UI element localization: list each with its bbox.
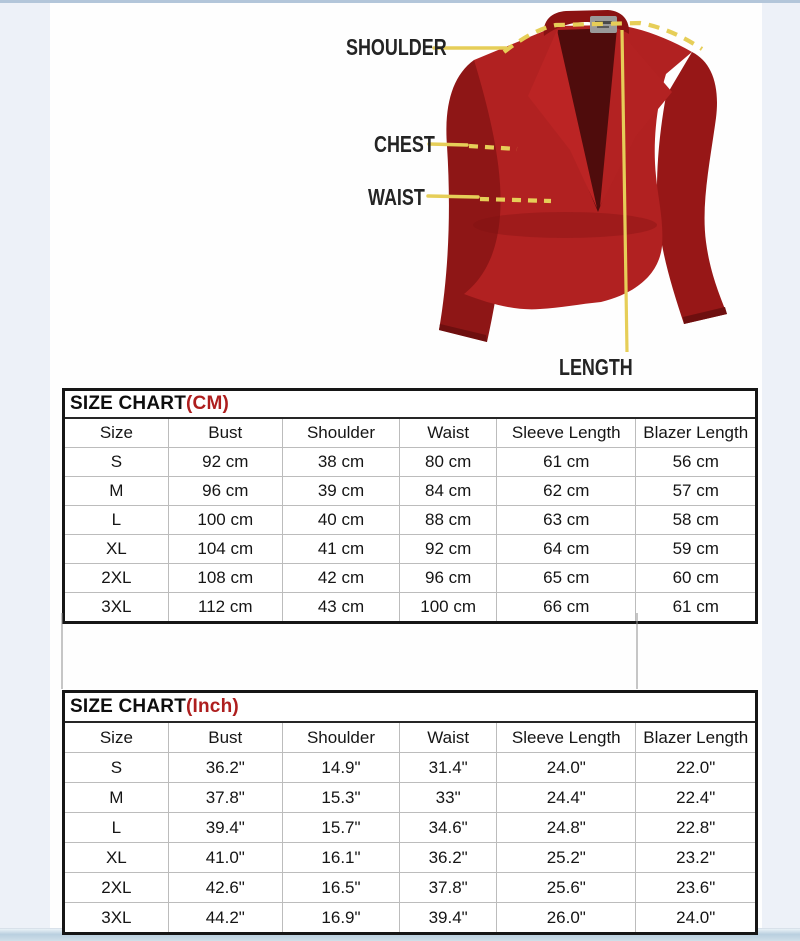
length-label: LENGTH [559, 354, 633, 380]
size-row [65, 593, 755, 622]
size-label-cell: XL [65, 535, 168, 564]
size-chart-inch [62, 690, 758, 935]
header-row [65, 723, 755, 753]
size-label-cell: S [65, 448, 168, 477]
measurement-cell: 62 cm [497, 477, 636, 506]
measurement-cell: 44.2" [168, 903, 282, 933]
size-row [65, 535, 755, 564]
measurement-cell: 24.0" [636, 903, 755, 933]
header-row [65, 419, 755, 448]
measurement-cell: 42.6" [168, 873, 282, 903]
measurement-cell: 22.0" [636, 753, 755, 783]
size-chart-inch-unit: (Inch) [186, 696, 239, 717]
measurement-cell: 40 cm [282, 506, 399, 535]
size-row [65, 783, 755, 813]
measurement-cell: 36.2" [168, 753, 282, 783]
measurement-cell: 57 cm [636, 477, 755, 506]
size-chart-cm-title-text: SIZE CHART [70, 393, 186, 414]
measurement-cell: 65 cm [497, 564, 636, 593]
column-header: Blazer Length [636, 723, 755, 753]
measurement-cell: 16.9" [282, 903, 399, 933]
blazer-waist-shadow [473, 212, 657, 238]
column-header: Bust [168, 419, 282, 448]
column-header: Size [99, 423, 133, 442]
column-header: Sleeve Length [497, 723, 636, 753]
size-label-cell: L [65, 506, 168, 535]
size-label-cell: 3XL [65, 593, 168, 622]
measurement-cell: 39.4" [168, 813, 282, 843]
size-row [65, 843, 755, 873]
shoulder-label: SHOULDER [346, 34, 447, 60]
measurement-cell: 80 cm [400, 448, 497, 477]
waist-label: WAIST [368, 184, 425, 210]
size-chart-cm-grid [65, 419, 755, 621]
measurement-cell: 61 cm [636, 593, 755, 622]
blazer-brand-tag-print2 [597, 26, 609, 28]
measurement-cell: 33" [400, 783, 497, 813]
measurement-cell: 36.2" [400, 843, 497, 873]
size-row [65, 477, 755, 506]
measurement-cell: 84 cm [400, 477, 497, 506]
table-border-remnant-right [636, 613, 638, 689]
measurement-cell: 24.8" [497, 813, 636, 843]
measurement-cell: 43 cm [282, 593, 399, 622]
measurement-cell: 22.4" [636, 783, 755, 813]
measurement-cell: 63 cm [497, 506, 636, 535]
measurement-cell: 39.4" [400, 903, 497, 933]
measurement-cell: 60 cm [636, 564, 755, 593]
measurement-cell: 42 cm [282, 564, 399, 593]
measurement-cell: 66 cm [497, 593, 636, 622]
size-chart-cm-unit: (CM) [186, 393, 230, 414]
measurement-cell: 56 cm [636, 448, 755, 477]
measurement-cell: 41 cm [282, 535, 399, 564]
measurement-cell: 16.1" [282, 843, 399, 873]
measurement-cell: 58 cm [636, 506, 755, 535]
measurement-cell: 100 cm [168, 506, 282, 535]
size-row [65, 813, 755, 843]
measurement-cell: 26.0" [497, 903, 636, 933]
size-label-cell: 2XL [65, 873, 168, 903]
size-row [65, 448, 755, 477]
measurement-cell: 37.8" [168, 783, 282, 813]
measurement-cell: 15.7" [282, 813, 399, 843]
waist-pointer-line [428, 196, 478, 197]
size-row [65, 873, 755, 903]
measurement-cell: 25.2" [497, 843, 636, 873]
measurement-cell: 96 cm [400, 564, 497, 593]
measurement-cell: 14.9" [282, 753, 399, 783]
measurement-cell: 23.6" [636, 873, 755, 903]
measurement-cell: 39 cm [282, 477, 399, 506]
measurement-cell: 92 cm [400, 535, 497, 564]
measurement-cell: 23.2" [636, 843, 755, 873]
size-label-cell: M [65, 783, 168, 813]
size-row [65, 903, 755, 933]
table-border-remnant-left [61, 613, 63, 689]
measurement-cell: 24.0" [497, 753, 636, 783]
column-header: Blazer Length [636, 419, 755, 448]
measurement-cell: 108 cm [168, 564, 282, 593]
size-row [65, 506, 755, 535]
size-chart-inch-title [65, 693, 755, 723]
size-chart-inch-title-text: SIZE CHART [70, 696, 186, 717]
column-header: Shoulder [282, 419, 399, 448]
column-header: Waist [400, 419, 497, 448]
size-row [65, 753, 755, 783]
measurement-cell: 24.4" [497, 783, 636, 813]
measurement-cell: 100 cm [400, 593, 497, 622]
size-row [65, 564, 755, 593]
measurement-cell: 16.5" [282, 873, 399, 903]
size-label-cell: S [65, 753, 168, 783]
measurement-cell: 34.6" [400, 813, 497, 843]
measurement-cell: 92 cm [168, 448, 282, 477]
size-label-cell: XL [65, 843, 168, 873]
measurement-cell: 15.3" [282, 783, 399, 813]
size-label-cell: L [65, 813, 168, 843]
size-chart-cm [62, 388, 758, 624]
size-label-cell: 2XL [65, 564, 168, 593]
measurement-cell: 59 cm [636, 535, 755, 564]
measurement-cell: 25.6" [497, 873, 636, 903]
column-header: Size [99, 727, 133, 747]
chest-label: CHEST [374, 131, 435, 157]
column-header: Waist [400, 723, 497, 753]
measurement-cell: 112 cm [168, 593, 282, 622]
measurement-cell: 41.0" [168, 843, 282, 873]
column-header: Shoulder [282, 723, 399, 753]
chest-measure-dashes [469, 146, 517, 149]
measurement-cell: 96 cm [168, 477, 282, 506]
measurement-cell: 22.8" [636, 813, 755, 843]
size-chart-cm-title [65, 391, 755, 419]
measurement-cell: 37.8" [400, 873, 497, 903]
measurement-cell: 38 cm [282, 448, 399, 477]
measurement-cell: 88 cm [400, 506, 497, 535]
column-header: Bust [168, 723, 282, 753]
measurement-cell: 104 cm [168, 535, 282, 564]
size-label-cell: 3XL [65, 903, 168, 933]
size-label-cell: M [65, 477, 168, 506]
measurement-cell: 31.4" [400, 753, 497, 783]
measurement-cell: 61 cm [497, 448, 636, 477]
measurement-cell: 64 cm [497, 535, 636, 564]
column-header: Sleeve Length [497, 419, 636, 448]
size-chart-inch-grid [65, 723, 755, 932]
